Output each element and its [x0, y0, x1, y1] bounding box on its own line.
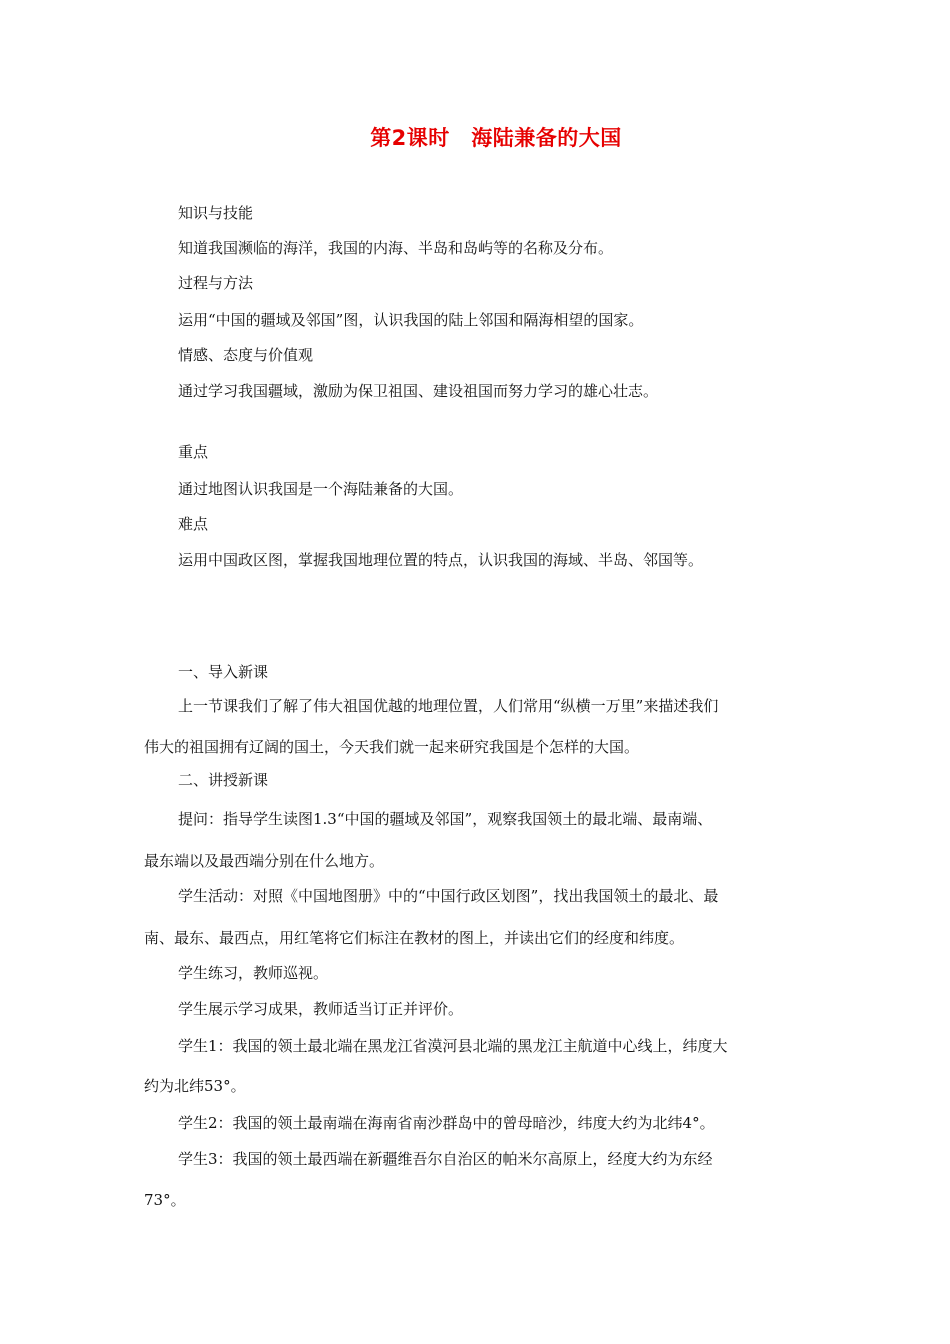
activity-line2: 南、最东、最西点，用红笔将它们标注在教材的图上，并读出它们的经度和纬度。 — [144, 929, 685, 947]
section1-p1-line2: 伟大的祖国拥有辽阔的国土，今天我们就一起来研究我国是个怎样的大国。 — [144, 738, 640, 756]
student1-line2: 约为北纬53°。 — [144, 1077, 246, 1095]
student3-line2: 73°。 — [144, 1191, 186, 1209]
process-heading: 过程与方法 — [178, 274, 254, 292]
difficulty-text: 运用中国政区图，掌握我国地理位置的特点，认识我国的海域、半岛、邻国等。 — [178, 551, 704, 569]
lesson-title: 第2课时 海陆兼备的大国 — [370, 126, 622, 150]
knowledge-text: 知道我国濒临的海洋，我国的内海、半岛和岛屿等的名称及分布。 — [178, 239, 614, 257]
knowledge-heading: 知识与技能 — [178, 204, 254, 222]
section1-p1-line1: 上一节课我们了解了伟大祖国优越的地理位置，人们常用“纵横一万里”来描述我们 — [178, 697, 719, 715]
emotion-heading: 情感、态度与价值观 — [178, 346, 314, 364]
question-line2: 最东端以及最西端分别在什么地方。 — [144, 852, 385, 870]
question-line1: 提问：指导学生读图1.3“中国的疆域及邻国”，观察我国领土的最北端、最南端、 — [178, 810, 713, 828]
focus-heading: 重点 — [178, 443, 209, 461]
practice-text: 学生练习，教师巡视。 — [178, 964, 329, 982]
student1-line1: 学生1：我国的领土最北端在黑龙江省漠河县北端的黑龙江主航道中心线上，纬度大 — [178, 1037, 728, 1055]
emotion-text: 通过学习我国疆域，激励为保卫祖国、建设祖国而努力学习的雄心壮志。 — [178, 382, 659, 400]
student3-line1: 学生3：我国的领土最西端在新疆维吾尔自治区的帕米尔高原上，经度大约为东经 — [178, 1150, 713, 1168]
activity-line1: 学生活动：对照《中国地图册》中的“中国行政区划图”，找出我国领土的最北、最 — [178, 887, 719, 905]
focus-text: 通过地图认识我国是一个海陆兼备的大国。 — [178, 480, 464, 498]
section2-heading: 二、讲授新课 — [178, 771, 269, 789]
section1-heading: 一、导入新课 — [178, 663, 269, 681]
difficulty-heading: 难点 — [178, 515, 209, 533]
process-text: 运用“中国的疆域及邻国”图，认识我国的陆上邻国和隔海相望的国家。 — [178, 311, 644, 329]
present-text: 学生展示学习成果，教师适当订正并评价。 — [178, 1000, 464, 1018]
student2-line1: 学生2：我国的领土最南端在海南省南沙群岛中的曾母暗沙，纬度大约为北纬4°。 — [178, 1114, 715, 1132]
